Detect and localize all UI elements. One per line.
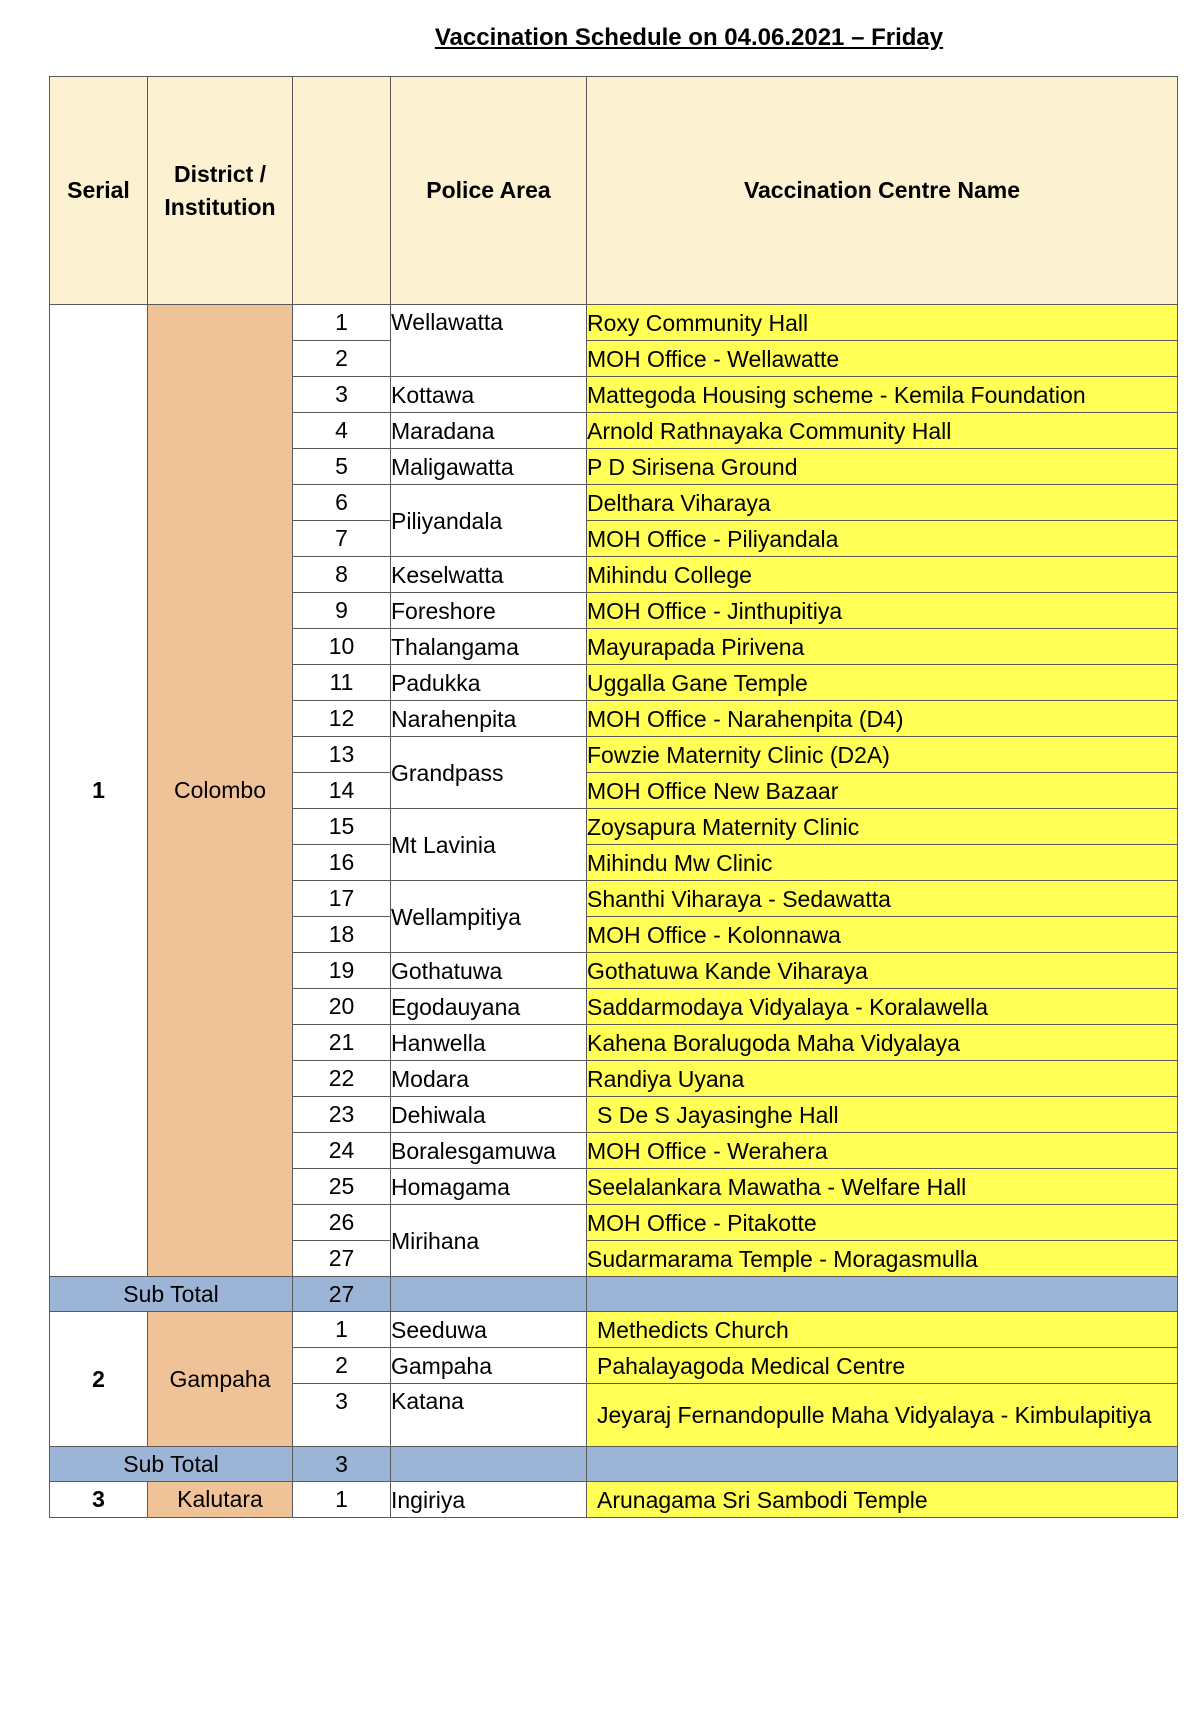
centre-name-cell: Mayurapada Pirivena xyxy=(587,629,1178,665)
centre-name-cell: Roxy Community Hall xyxy=(587,305,1178,341)
centre-name-cell: MOH Office - Pitakotte xyxy=(587,1205,1178,1241)
district-cell: Colombo xyxy=(148,305,293,1277)
police-area-cell: Grandpass xyxy=(391,737,587,809)
subtotal-row xyxy=(50,1447,1178,1482)
row-number: 1 xyxy=(293,1482,391,1518)
row-number: 9 xyxy=(293,593,391,629)
header-district-line2: Institution xyxy=(164,193,276,220)
police-area-cell: Homagama xyxy=(391,1169,587,1205)
centre-name-cell: Arnold Rathnayaka Community Hall xyxy=(587,413,1178,449)
subtotal-label: Sub Total xyxy=(50,1277,293,1312)
row-number: 14 xyxy=(293,773,391,809)
row-number: 16 xyxy=(293,845,391,881)
police-area-cell: Keselwatta xyxy=(391,557,587,593)
subtotal-label: Sub Total xyxy=(50,1447,293,1482)
row-number: 27 xyxy=(293,1241,391,1277)
row-number: 7 xyxy=(293,521,391,557)
police-area-cell: Wellawatta xyxy=(391,305,587,377)
row-number: 1 xyxy=(293,305,391,341)
police-area-cell: Boralesgamuwa xyxy=(391,1133,587,1169)
police-area-cell: Kottawa xyxy=(391,377,587,413)
police-area-cell: Padukka xyxy=(391,665,587,701)
serial-cell: 3 xyxy=(50,1482,148,1518)
subtotal-empty xyxy=(391,1277,587,1312)
district-cell: Gampaha xyxy=(148,1312,293,1447)
row-number: 5 xyxy=(293,449,391,485)
row-number: 1 xyxy=(293,1312,391,1348)
row-number: 2 xyxy=(293,341,391,377)
centre-name-cell: Randiya Uyana xyxy=(587,1061,1178,1097)
serial-cell: 2 xyxy=(50,1312,148,1447)
centre-name-cell: MOH Office - Jinthupitiya xyxy=(587,593,1178,629)
centre-name-cell: S De S Jayasinghe Hall xyxy=(587,1097,1178,1133)
row-number: 26 xyxy=(293,1205,391,1241)
centre-name-cell: Zoysapura Maternity Clinic xyxy=(587,809,1178,845)
row-number: 4 xyxy=(293,413,391,449)
page-title xyxy=(0,24,1192,52)
police-area-cell: Dehiwala xyxy=(391,1097,587,1133)
row-number: 3 xyxy=(293,377,391,413)
police-area-cell: Maligawatta xyxy=(391,449,587,485)
police-area-cell: Ingiriya xyxy=(391,1482,587,1518)
row-number: 8 xyxy=(293,557,391,593)
centre-name-cell: Seelalankara Mawatha - Welfare Hall xyxy=(587,1169,1178,1205)
subtotal-empty xyxy=(391,1447,587,1482)
police-area-cell: Foreshore xyxy=(391,593,587,629)
row-number: 21 xyxy=(293,1025,391,1061)
police-area-cell: Piliyandala xyxy=(391,485,587,557)
table-row xyxy=(50,305,1178,341)
centre-name-cell: Shanthi Viharaya - Sedawatta xyxy=(587,881,1178,917)
centre-name-cell: MOH Office - Werahera xyxy=(587,1133,1178,1169)
police-area-cell: Seeduwa xyxy=(391,1312,587,1348)
row-number: 23 xyxy=(293,1097,391,1133)
row-number: 13 xyxy=(293,737,391,773)
centre-name-cell: Gothatuwa Kande Viharaya xyxy=(587,953,1178,989)
table-row xyxy=(50,1482,1178,1518)
subtotal-empty xyxy=(587,1277,1178,1312)
centre-name-cell: Pahalayagoda Medical Centre xyxy=(587,1348,1178,1384)
centre-name-cell: Delthara Viharaya xyxy=(587,485,1178,521)
header-number xyxy=(293,77,391,305)
row-number: 11 xyxy=(293,665,391,701)
table-row xyxy=(50,1312,1178,1348)
police-area-cell: Maradana xyxy=(391,413,587,449)
police-area-cell: Narahenpita xyxy=(391,701,587,737)
centre-name-cell: Jeyaraj Fernandopulle Maha Vidyalaya - Kimbulapitiya xyxy=(587,1384,1178,1447)
subtotal-empty xyxy=(587,1447,1178,1482)
centre-name-cell: Mattegoda Housing scheme - Kemila Foundation xyxy=(587,377,1178,413)
police-area-cell: Wellampitiya xyxy=(391,881,587,953)
centre-name-cell: MOH Office - Narahenpita (D4) xyxy=(587,701,1178,737)
centre-name-cell: Fowzie Maternity Clinic (D2A) xyxy=(587,737,1178,773)
centre-name-cell: Saddarmodaya Vidyalaya - Koralawella xyxy=(587,989,1178,1025)
row-number: 2 xyxy=(293,1348,391,1384)
centre-name-cell: MOH Office - Wellawatte xyxy=(587,341,1178,377)
header-district xyxy=(148,77,293,305)
row-number: 17 xyxy=(293,881,391,917)
row-number: 25 xyxy=(293,1169,391,1205)
police-area-cell: Hanwella xyxy=(391,1025,587,1061)
subtotal-value: 3 xyxy=(293,1447,391,1482)
police-area-cell: Gothatuwa xyxy=(391,953,587,989)
page-title-text: Vaccination Schedule on 04.06.2021 – Friday xyxy=(434,24,944,51)
row-number: 20 xyxy=(293,989,391,1025)
police-area-cell: Mt Lavinia xyxy=(391,809,587,881)
subtotal-value: 27 xyxy=(293,1277,391,1312)
district-cell: Kalutara xyxy=(148,1482,293,1518)
centre-name-cell: Uggalla Gane Temple xyxy=(587,665,1178,701)
header-serial: Serial xyxy=(50,77,148,305)
centre-name-cell: P D Sirisena Ground xyxy=(587,449,1178,485)
police-area-cell: Egodauyana xyxy=(391,989,587,1025)
police-area-cell: Thalangama xyxy=(391,629,587,665)
centre-name-cell: Arunagama Sri Sambodi Temple xyxy=(587,1482,1178,1518)
centre-name-cell: Mihindu Mw Clinic xyxy=(587,845,1178,881)
centre-name-cell: Methedicts Church xyxy=(587,1312,1178,1348)
centre-name-cell: Kahena Boralugoda Maha Vidyalaya xyxy=(587,1025,1178,1061)
police-area-cell: Modara xyxy=(391,1061,587,1097)
serial-cell: 1 xyxy=(50,305,148,1277)
row-number: 24 xyxy=(293,1133,391,1169)
centre-name-cell: Sudarmarama Temple - Moragasmulla xyxy=(587,1241,1178,1277)
header-police-area: Police Area xyxy=(391,77,587,305)
subtotal-row xyxy=(50,1277,1178,1312)
row-number: 12 xyxy=(293,701,391,737)
centre-name-cell: MOH Office - Piliyandala xyxy=(587,521,1178,557)
header-row xyxy=(50,77,1178,305)
centre-name-cell: MOH Office New Bazaar xyxy=(587,773,1178,809)
header-district-line1: District / xyxy=(173,160,267,187)
row-number: 6 xyxy=(293,485,391,521)
row-number: 10 xyxy=(293,629,391,665)
centre-name-cell: Mihindu College xyxy=(587,557,1178,593)
row-number: 18 xyxy=(293,917,391,953)
police-area-cell: Gampaha xyxy=(391,1348,587,1384)
row-number: 15 xyxy=(293,809,391,845)
police-area-cell: Mirihana xyxy=(391,1205,587,1277)
row-number: 19 xyxy=(293,953,391,989)
vaccination-schedule-table xyxy=(49,76,1178,1518)
police-area-cell: Katana xyxy=(391,1384,587,1447)
centre-name-cell: MOH Office - Kolonnawa xyxy=(587,917,1178,953)
header-centre-name: Vaccination Centre Name xyxy=(587,77,1178,305)
row-number: 3 xyxy=(293,1384,391,1447)
row-number: 22 xyxy=(293,1061,391,1097)
